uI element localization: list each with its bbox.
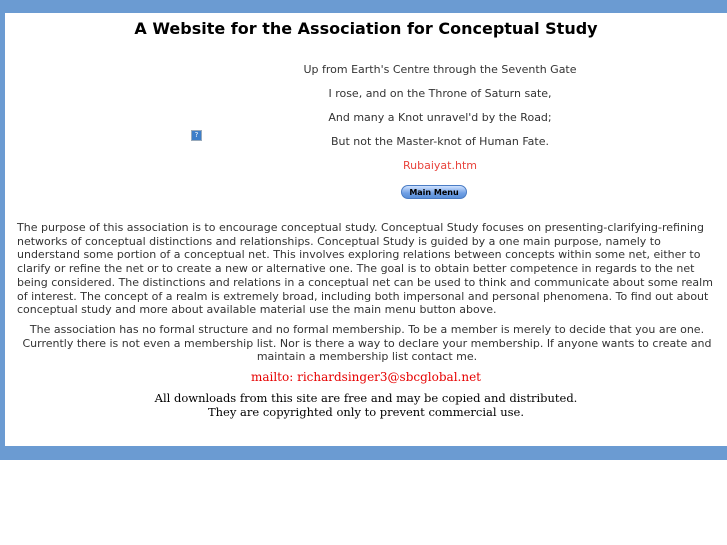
rubaiyat-link[interactable]: Rubaiyat.htm [403,159,477,172]
membership-paragraph: The association has no formal structure and no formal membership. To be a member is merely to decide that you are one. Currently there is not even a membership list. Nor is there a way to declare your membership. If anyone wants to create and maintain a membership list contact me. [22,323,712,364]
poem-line: But not the Master-knot of Human Fate. [330,135,549,148]
broken-image-icon: ? [191,130,202,141]
poem-line: Up from Earth's Centre through the Seventh Gate [303,63,577,76]
page-title: A Website for the Association for Conceptual Study [134,19,598,38]
purpose-paragraph: The purpose of this association is to encourage conceptual study. Conceptual Study focuses on presenting-clarifying-refining networks of conceptual distinctions and relationships. Conceptual Study is guided by a one main purpose, namely to understand some portion of a conceptual net. This involves exploring relations between concepts within some net, either to clarify or refine the net or to create a new or alternative one. The goal is to obtain better competence in regards to the net being considered. The distinctions and relations in a conceptual net can be used to think and communicate about some realm of interest. The concept of a realm is extremely broad, including both impersonal and personal phenomena. To find out about conceptual study and more about available material use the main menu button above. [17,221,713,317]
poem-line: I rose, and on the Throne of Saturn sate, [328,87,552,100]
copyright-line: They are copyrighted only to prevent commercial use. [207,405,525,419]
downloads-line: All downloads from this site are free and may be copied and distributed. [154,391,578,405]
main-menu-button[interactable]: Main Menu [401,185,467,199]
poem-line: And many a Knot unravel'd by the Road; [328,111,552,124]
mailto-link[interactable]: mailto: richardsinger3@sbcglobal.net [250,370,482,384]
content-panel [5,13,727,446]
downloads-notice [5,391,727,419]
